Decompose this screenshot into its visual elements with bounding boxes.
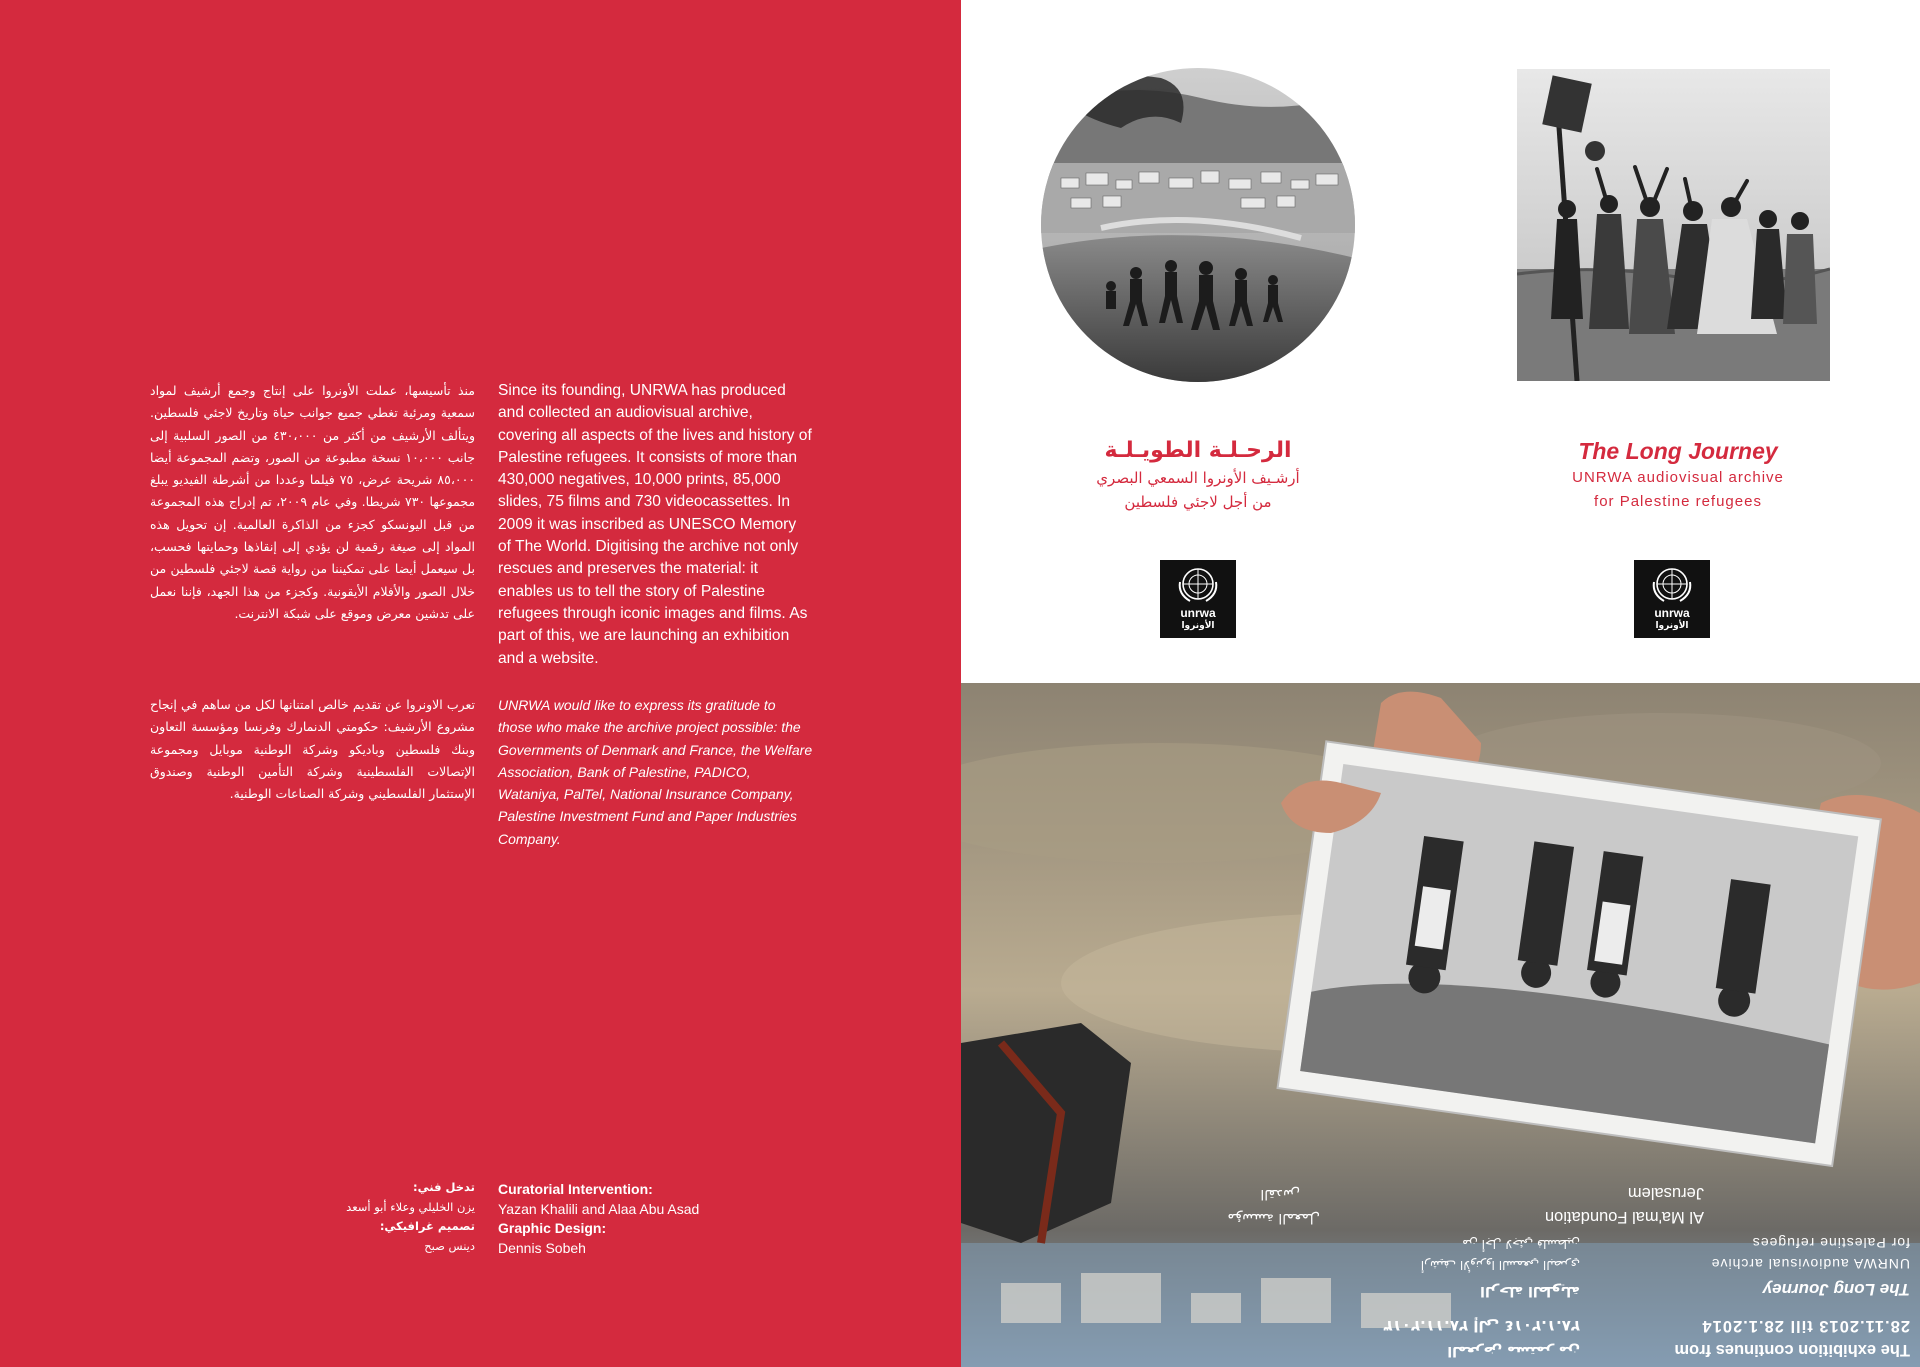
back-title: The Long Journey <box>1762 1280 1910 1299</box>
cover-panel <box>961 0 1920 1367</box>
back-subtitle-1-ar: أرشيف الأونروا السمعي البصري <box>1420 1258 1580 1272</box>
venue-name: Al Ma'mal Foundation <box>1544 1208 1704 1226</box>
logo-text-en: unrwa <box>1654 606 1690 620</box>
gratitude-text-english: UNRWA would like to express its gratitude to those who make the archive project possible: the Governments of Denmark and France, the Welfare Association, Bank of Palestine, PADICO, Wataniya, PalTel, National Insurance Company, Palestine Investment Fund and Paper Industries Company. <box>498 697 813 847</box>
back-cover-text-upside-down <box>961 683 1920 1367</box>
exhibition-dates: 28.11.2013 till 28.1.2014 <box>1701 1317 1910 1335</box>
credit-label-curatorial-ar: تدخل فني: <box>413 1180 475 1194</box>
cover-subtitle-english-1: UNRWA audiovisual archive <box>1572 469 1784 486</box>
cover-title-english: The Long Journey <box>1578 438 1778 464</box>
venue-city: Jerusalem <box>1627 1184 1704 1202</box>
un-emblem-icon <box>1634 560 1710 608</box>
credit-name-design-ar: دينس صبح <box>424 1238 475 1253</box>
back-title-ar: الرحلة الطويلة <box>1480 1283 1580 1299</box>
venue-city-ar: القدس <box>1260 1186 1300 1202</box>
logo-text-ar: الأونروا <box>1181 621 1215 631</box>
credit-label-curatorial: Curatorial Intervention: <box>498 1181 653 1197</box>
un-emblem-icon <box>1160 560 1236 608</box>
credit-names-curatorial: Yazan Khalili and Alaa Abu Asad <box>498 1200 700 1217</box>
unrwa-logo-right <box>1634 560 1710 638</box>
cover-title-english-block <box>1501 436 1855 514</box>
venue-name-ar: مؤسسة المعمل <box>1227 1210 1320 1226</box>
logo-text-en: unrwa <box>1180 606 1216 620</box>
exhibition-dates-ar: ٢٨.١١.٢٠١٣ إلى ٢٨.١.٢٠١٤ <box>1383 1317 1580 1335</box>
credits-english <box>498 1180 813 1258</box>
cover-subtitle-english-2: for Palestine refugees <box>1594 493 1762 510</box>
credits-arabic <box>150 1178 475 1256</box>
credit-label-design-ar: تصميم غرافيكي: <box>379 1219 475 1233</box>
logo-text-ar: الأونروا <box>1655 621 1689 631</box>
unrwa-logo-left <box>1160 560 1236 638</box>
cover-subtitle-arabic-1: أرشـيف الأونروا السمعي البصري <box>1096 469 1300 487</box>
cover-subtitle-arabic-2: من أجل لاجئي فلسطين <box>1124 493 1272 511</box>
cover-title-arabic-block <box>1021 436 1375 514</box>
exhibition-continues-text-ar: المعرض مستمر من <box>1447 1343 1580 1359</box>
back-cover-photo <box>961 683 1920 1367</box>
intro-text-arabic: منذ تأسيسها، عملت الأونروا على إنتاج وجمع أرشيف لمواد سمعية ومرئية تغطي جميع جوانب حياة وتاريخ لاجئي فلسطين. ويتألف الأرشيف من أكثر من ٤٣٠،٠٠٠ من الصور السلبية إلى جانب ١٠،٠٠٠ نسخة مطبوعة من الصور، وتضم المجموعة أيضا ٨٥،٠٠٠ شريحة عرض، ٧٥ فيلما وعددا من أشرطة الفيديو يبلغ مجموعها ٧٣٠ شريطا. وفي عام ٢٠٠٩، تم إدراج هذه المجموعة من قبل اليونسكو كجزء من الذاكرة العالمية. إن تحويل هذه المواد إلى صيغة رقمية لن يؤدي إلى إنقاذها وحمايتها فحسب، بل سيعمل أيضا على تمكيننا من رواية قصة لاجئي فلسطين من خلال الصور والأفلام الأيقونية. وكجزء من هذا الجهد، فإننا نعمل على تدشين معرض وموقع على شبكة الانترنت. <box>150 383 476 621</box>
gratitude-text-arabic: تعرب الاونروا عن تقديم خالص امتنانها لكل من ساهم في إنجاح مشروع الأرشيف: حكومتي الدنمارك وفرنسا ومؤسسة التعاون وبنك فلسطين وباديكو وشركة الوطنية موبايل ومجموعة الإتصالات الفلسطينية وشركة التأمين الوطنية وصندوق الإستثمار الفلسطيني وشركة الصناعات الوطنية. <box>150 697 475 802</box>
credit-label-design: Graphic Design: <box>498 1220 607 1236</box>
square-archive-photo <box>1517 69 1830 381</box>
back-subtitle-2: for Palestine refugees <box>1751 1235 1910 1251</box>
intro-text-english: Since its founding, UNRWA has produced and collected an audiovisual archive, covering all aspects of the lives and history of Palestine refugees. It consists of more than 430,000 negatives, 10,000 prints, 85,000 slides, 75 films and 730 videocassettes. In 2009 it was inscribed as UNESCO Memory of The World. Digitising the archive not only rescues and preserves the material: it enables us to tell the story of Palestine refugees through iconic images and films. As part of this, we are launching an exhibition and a website. <box>498 382 812 667</box>
exhibition-continues-text: The exhibition continues from <box>1674 1341 1910 1359</box>
credit-names-curatorial-ar: يزن الخليلي وعلاء أبو أسعد <box>346 1199 475 1214</box>
circular-archive-photo <box>1041 68 1355 382</box>
front-cover <box>961 0 1920 683</box>
cover-title-arabic: الرحـلـة الطويـلـة <box>1104 438 1292 463</box>
back-subtitle-1: UNRWA audiovisual archive <box>1710 1256 1910 1272</box>
back-subtitle-2-ar: من أجل لاجئي فلسطين <box>1462 1237 1580 1251</box>
credit-name-design: Dennis Sobeh <box>498 1239 586 1256</box>
